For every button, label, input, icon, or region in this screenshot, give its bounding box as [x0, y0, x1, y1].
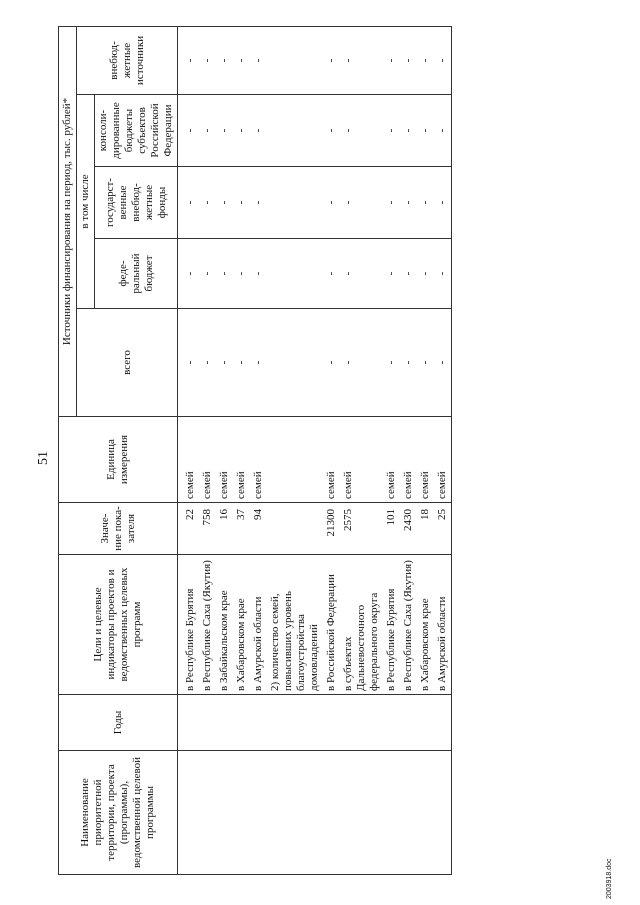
header-consolidated: консоли-дированные бюджеты субъектов Российской Федерации	[95, 95, 178, 167]
header-federal: феде-ральный бюджет	[95, 239, 178, 309]
row-unit: семей	[323, 417, 340, 503]
row-years-cell	[199, 695, 216, 751]
row-name-cell	[383, 751, 400, 875]
row-total: -	[323, 309, 340, 417]
row-state-funds: -	[233, 167, 250, 239]
row-state-funds: -	[400, 167, 417, 239]
row-indicator-label: в Забайкальском крае	[216, 555, 233, 695]
row-unit: семей	[178, 417, 200, 503]
row-years-cell	[216, 695, 233, 751]
table-row	[434, 26, 452, 874]
row-value: 2575	[340, 503, 383, 555]
row-consolidated: -	[199, 95, 216, 167]
row-unit: семей	[383, 417, 400, 503]
header-total: всего	[77, 309, 178, 417]
row-years-cell	[434, 695, 452, 751]
table-row	[383, 26, 400, 874]
page-number: 51	[36, 451, 51, 465]
table-row	[400, 26, 417, 874]
row-federal: -	[417, 239, 434, 309]
row-federal: -	[233, 239, 250, 309]
table-row	[340, 26, 383, 874]
row-name-cell	[400, 751, 417, 875]
row-indicator-label: в Российской Федерации	[323, 555, 340, 695]
row-federal	[267, 239, 323, 309]
row-years-cell	[250, 695, 267, 751]
header-state-funds: государст-венные внебюд-жетные фонды	[95, 167, 178, 239]
table-row	[233, 26, 250, 874]
row-consolidated: -	[178, 95, 200, 167]
row-federal: -	[383, 239, 400, 309]
table-row	[250, 26, 267, 874]
row-state-funds: -	[199, 167, 216, 239]
row-consolidated: -	[417, 95, 434, 167]
row-years-cell	[383, 695, 400, 751]
row-extra: -	[250, 26, 267, 94]
header-extra: внебюд-жетные источники	[77, 26, 178, 94]
row-federal: -	[434, 239, 452, 309]
row-years-cell	[267, 695, 323, 751]
row-consolidated: -	[250, 95, 267, 167]
row-extra: -	[417, 26, 434, 94]
row-federal: -	[178, 239, 200, 309]
row-value: 94	[250, 503, 267, 555]
row-consolidated: -	[340, 95, 383, 167]
row-indicator-label: в Хабаровском крае	[233, 555, 250, 695]
row-indicator-label: в Республике Бурятия	[178, 555, 200, 695]
table-body	[178, 26, 452, 874]
row-unit	[267, 417, 323, 503]
row-consolidated: -	[383, 95, 400, 167]
row-indicator-label: в субъектах Дальневосточного федерального округа	[340, 555, 383, 695]
row-name-cell	[199, 751, 216, 875]
row-value	[267, 503, 323, 555]
row-federal: -	[340, 239, 383, 309]
row-value: 18	[417, 503, 434, 555]
row-federal: -	[250, 239, 267, 309]
row-state-funds: -	[383, 167, 400, 239]
row-unit: семей	[233, 417, 250, 503]
row-state-funds: -	[178, 167, 200, 239]
row-consolidated: -	[216, 95, 233, 167]
row-total: -	[383, 309, 400, 417]
row-extra: -	[199, 26, 216, 94]
row-consolidated: -	[400, 95, 417, 167]
row-total: -	[250, 309, 267, 417]
row-indicator-label: в Амурской области	[250, 555, 267, 695]
row-name-cell	[434, 751, 452, 875]
row-value: 22	[178, 503, 200, 555]
header-sources: Источники финансирования на период, тыс. рублей*	[59, 26, 77, 416]
table-row	[267, 26, 323, 874]
row-federal: -	[400, 239, 417, 309]
row-name-cell	[417, 751, 434, 875]
header-goals: Цели и целевые индикаторы проектов и ведомственных целевых программ	[59, 555, 178, 695]
row-unit: семей	[400, 417, 417, 503]
row-federal: -	[216, 239, 233, 309]
row-state-funds: -	[250, 167, 267, 239]
row-federal: -	[323, 239, 340, 309]
table-row	[178, 26, 200, 874]
row-years-cell	[233, 695, 250, 751]
row-state-funds: -	[417, 167, 434, 239]
row-extra: -	[216, 26, 233, 94]
header-including: в том числе	[77, 95, 95, 309]
row-total: -	[340, 309, 383, 417]
row-total: -	[400, 309, 417, 417]
row-name-cell	[250, 751, 267, 875]
row-unit: семей	[417, 417, 434, 503]
row-extra: -	[340, 26, 383, 94]
row-unit: семей	[340, 417, 383, 503]
row-consolidated	[267, 95, 323, 167]
row-total: -	[216, 309, 233, 417]
row-extra: -	[400, 26, 417, 94]
header-value: Значе-ние пока-зателя	[59, 503, 178, 555]
row-total: -	[434, 309, 452, 417]
row-value: 16	[216, 503, 233, 555]
header-years: Годы	[59, 695, 178, 751]
row-indicator-label: в Республике Саха (Якутия)	[199, 555, 216, 695]
row-unit: семей	[216, 417, 233, 503]
row-state-funds	[267, 167, 323, 239]
row-value: 758	[199, 503, 216, 555]
row-name-cell	[233, 751, 250, 875]
row-consolidated: -	[233, 95, 250, 167]
row-years-cell	[178, 695, 200, 751]
table-row	[323, 26, 340, 874]
row-years-cell	[417, 695, 434, 751]
row-value: 37	[233, 503, 250, 555]
row-extra: -	[434, 26, 452, 94]
row-state-funds: -	[323, 167, 340, 239]
row-total: -	[178, 309, 200, 417]
row-unit: семей	[434, 417, 452, 503]
row-name-cell	[178, 751, 200, 875]
table-row	[216, 26, 233, 874]
row-consolidated: -	[323, 95, 340, 167]
row-years-cell	[323, 695, 340, 751]
table-row	[417, 26, 434, 874]
row-state-funds: -	[340, 167, 383, 239]
row-state-funds: -	[434, 167, 452, 239]
row-extra: -	[233, 26, 250, 94]
row-name-cell	[216, 751, 233, 875]
document-code: 2003918.doc	[606, 858, 613, 899]
row-name-cell	[323, 751, 340, 875]
header-name: Наименование приоритетной территории, проекта (программы), ведомственной целевой программы	[59, 751, 178, 875]
row-years-cell	[400, 695, 417, 751]
row-value: 25	[434, 503, 452, 555]
row-unit: семей	[250, 417, 267, 503]
row-indicator-label: в Республике Саха (Якутия)	[400, 555, 417, 695]
financing-table	[58, 26, 452, 875]
row-name-cell	[340, 751, 383, 875]
row-extra: -	[323, 26, 340, 94]
row-name-cell	[267, 751, 323, 875]
row-indicator-label: в Республике Бурятия	[383, 555, 400, 695]
row-extra: -	[178, 26, 200, 94]
row-indicator-label: 2) количество семей, повысивших уровень благоустройства домовладений	[267, 555, 323, 695]
row-extra: -	[383, 26, 400, 94]
row-value: 21300	[323, 503, 340, 555]
row-unit: семей	[199, 417, 216, 503]
row-consolidated: -	[434, 95, 452, 167]
row-value: 2430	[400, 503, 417, 555]
row-total: -	[199, 309, 216, 417]
header-unit: Единица измерения	[59, 417, 178, 503]
row-total	[267, 309, 323, 417]
row-indicator-label: в Хабаровском крае	[417, 555, 434, 695]
row-federal: -	[199, 239, 216, 309]
row-value: 101	[383, 503, 400, 555]
row-years-cell	[340, 695, 383, 751]
row-total: -	[233, 309, 250, 417]
table-row	[199, 26, 216, 874]
row-total: -	[417, 309, 434, 417]
row-indicator-label: в Амурской области	[434, 555, 452, 695]
row-extra	[267, 26, 323, 94]
row-state-funds: -	[216, 167, 233, 239]
